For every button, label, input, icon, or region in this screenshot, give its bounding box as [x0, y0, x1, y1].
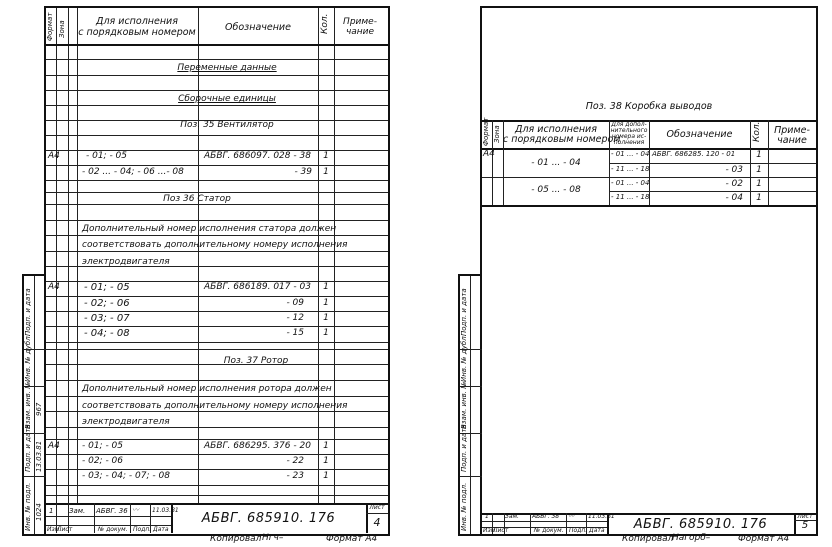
pos37-row1-format: А4 [48, 441, 60, 451]
left-stamp-podp-lbl: Подп. [133, 526, 152, 533]
table-row-line [46, 135, 388, 136]
pos36-row4-qty: 1 [323, 328, 329, 338]
header-variant-2: с порядковым номером [78, 27, 196, 38]
left-side-strip [22, 274, 46, 536]
right-stamp-doc: АБВГ. 38 [532, 513, 560, 520]
right-header-zone: Зона [493, 125, 501, 143]
right-header-variant-1: Для исполнения [515, 124, 597, 135]
pos36-row1-qty: 1 [323, 282, 329, 292]
right-header-extra-3: номера ис- [611, 133, 647, 140]
table-row-line [46, 251, 388, 252]
right-stamp-doc-lbl: № докум. [534, 527, 564, 534]
header-qty: Кол. [320, 13, 330, 34]
pos35-row2-designation: - 39 [294, 167, 312, 177]
pos36-title: Поз 36 Статор [163, 194, 231, 204]
right-header-extra-4: полнения [613, 139, 645, 146]
right-header-qty: Кол. [752, 121, 762, 142]
right-row1-extra: - 01 ... - 04 [611, 150, 650, 158]
right-row1-qty: 1 [756, 150, 762, 160]
table-row-line [46, 411, 388, 412]
left-sheet [44, 6, 390, 536]
right-group1-format: А4 [483, 149, 495, 159]
pos36-row3-qty: 1 [323, 313, 329, 323]
left-doc-code: АБВГ. 685910. 176 [201, 511, 336, 526]
right-group1-variant: - 01 ... - 04 [531, 158, 581, 168]
left-stamp-izm: 1 [49, 507, 54, 515]
right-sheet [480, 6, 818, 536]
pos36-row2-variant: - 02; - 06 [84, 298, 130, 309]
left-sheet-lbl: Лист [369, 504, 385, 511]
pos36-row3-designation: - 12 [286, 313, 304, 323]
header-zone: Зона [58, 20, 66, 38]
right-row4-designation: - 04 [725, 193, 743, 203]
table-row-line [46, 342, 388, 343]
table-row-line [46, 192, 388, 193]
right-footer-copied: Копировал [622, 534, 674, 544]
pos37-note-2: соответствовать дополнительному номеру исполнения [82, 401, 348, 411]
pos35-row2-variant: - 02 ... - 04; - 06 ...- 08 [82, 167, 184, 177]
header-format: Формат [46, 12, 54, 41]
pos37-note-3: электродвигателя [82, 417, 170, 427]
table-row-line [46, 311, 388, 312]
right-row3-designation: - 02 [725, 179, 743, 189]
left-footer-sign: Нгч– [262, 533, 284, 543]
left-footer-format: Формат А4 [326, 534, 378, 544]
pos35-row1-variant: - 01; - 05 [86, 151, 128, 161]
pos36-row2-qty: 1 [323, 298, 329, 308]
table-row-line [46, 485, 388, 486]
right-stamp-izm-lbl: Изм. [483, 527, 498, 534]
right-footer-sign: Нагорб– [672, 533, 711, 543]
table-row-line [46, 204, 388, 205]
section-assembly-units: Сборочные единицы [178, 94, 276, 104]
pos36-row4-variant: - 04; - 08 [84, 328, 130, 339]
pos37-row1-qty: 1 [323, 441, 329, 451]
pos36-row1-format: А4 [48, 282, 60, 292]
section-variable-data: Переменные данные [177, 63, 277, 73]
header-note-1: Приме- [343, 17, 377, 27]
table-row-line [46, 220, 388, 221]
right-stamp-zam: Зам. [505, 513, 519, 520]
right-row2-extra: - 11 ... - 18 [611, 165, 650, 173]
table-row-line [46, 454, 388, 455]
table-row-line [46, 380, 388, 381]
right-sheet-lbl: Лист [797, 513, 813, 520]
right-stamp-podp-lbl: Подп. [569, 527, 588, 534]
right-side-strip [458, 274, 482, 536]
right-header-extra-2: нительного [610, 127, 648, 134]
right-stamp-sign: 〰 [568, 513, 575, 520]
pos36-note-2: соответствовать дополнительному номеру исполнения [82, 240, 348, 250]
right-stamp-izm: 1 [485, 513, 489, 520]
right-header-designation: Обозначение [666, 129, 733, 140]
left-stamp-sign: 〰 [132, 506, 139, 514]
left-side-podp: Подп. и дата [24, 424, 32, 472]
pos35-row1-qty: 1 [323, 151, 329, 161]
pos36-row1-variant: - 01; - 05 [84, 282, 130, 293]
pos35-row1-format: А4 [48, 151, 60, 161]
left-stamp-doc-lbl: № докум. [98, 526, 128, 533]
table-row-line [46, 165, 388, 166]
table-row-line [46, 427, 388, 428]
header-designation: Обозначение [225, 22, 291, 33]
header-note-2: чание [345, 27, 375, 37]
table-row-line [46, 90, 388, 91]
table-row-line [46, 326, 388, 327]
right-stamp-date: 11.03.81 [588, 513, 615, 520]
left-stamp-list-lbl: Лист [57, 526, 73, 533]
left-side-inv-dubl: Инв. № дубл. [24, 334, 32, 382]
left-stamp-date: 11.03.81 [152, 507, 179, 514]
table-row-line [46, 180, 388, 181]
pos36-row3-variant: - 03; - 07 [84, 313, 130, 324]
pos37-note-1: Дополнительный номер исполнения ротора должен [82, 384, 332, 394]
pos37-title: Поз. 37 Ротор [223, 356, 289, 366]
left-side-inv-podl: Инв. № подл. [24, 482, 32, 531]
right-header-note-2: чание [777, 135, 807, 146]
pos36-row2-designation: - 09 [286, 298, 304, 308]
right-stamp-data-lbl: Дата [589, 527, 605, 534]
table-row-line [46, 469, 388, 470]
left-stamp-data-lbl: Дата [153, 526, 169, 533]
left-sheet-num: 4 [373, 516, 381, 529]
right-side-podp: Подп. и дата [460, 424, 468, 472]
pos37-row2-variant: - 02; - 06 [82, 456, 124, 466]
pos37-row1-designation: АБВГ. 686295. 376 - 20 [204, 441, 311, 451]
right-row2-designation: - 03 [725, 165, 743, 175]
left-side-inv-val: 1024 [35, 503, 43, 521]
right-side-inv-podl: Инв. № подл. [460, 482, 468, 531]
right-side-podp-top: Подп. и дата [460, 288, 468, 336]
pos36-note-3: электродвигателя [82, 257, 170, 267]
right-row3-qty: 1 [756, 179, 762, 189]
pos36-note-1: Дополнительный номер исполнения статора должен [82, 224, 337, 234]
right-footer-format: Формат А4 [738, 534, 790, 544]
right-row3-extra: - 01 ... - 04 [611, 179, 650, 187]
right-row4-extra: - 11 ... - 18 [611, 193, 650, 201]
left-stamp-doc: АБВГ. 36 [96, 507, 128, 515]
pos37-row2-designation: - 22 [286, 456, 304, 466]
left-stamp-izm-lbl: Изм. [47, 526, 62, 533]
left-footer-copied: Копировал [210, 534, 262, 544]
right-row2-qty: 1 [756, 165, 762, 175]
table-row-line [46, 105, 388, 106]
table-row-line [46, 296, 388, 297]
pos37-row1-variant: - 01; - 05 [82, 441, 124, 451]
right-side-inv-dubl: Инв. № дубл. [460, 334, 468, 382]
pos35-row2-qty: 1 [323, 167, 329, 177]
right-header-format: Формат [482, 117, 490, 146]
table-row-line [46, 439, 388, 440]
right-header-extra-1: Для допол- [611, 121, 647, 128]
pos36-row1-designation: АБВГ. 686189. 017 - 03 [204, 282, 311, 292]
right-row4-qty: 1 [756, 193, 762, 203]
table-row-line [46, 349, 388, 350]
right-title: Поз. 38 Коробка выводов [585, 101, 713, 112]
table-row-line [46, 495, 388, 496]
left-side-podp-top: Подп. и дата [24, 288, 32, 336]
table-row-line [46, 75, 388, 76]
right-doc-code: АБВГ. 685910. 176 [633, 517, 768, 532]
right-group2-variant: - 05 ... - 08 [531, 185, 581, 195]
pos35-row1-designation: АБВГ. 686097. 028 - 38 [204, 151, 311, 161]
table-row-line [46, 396, 388, 397]
table-row-line [46, 59, 388, 60]
left-side-podp-val: 13.03.81 [35, 440, 43, 472]
right-stamp-list-lbl: Лист [493, 527, 509, 534]
table-row-line [46, 235, 388, 236]
pos35-title: Поз. 35 Вентилятор [180, 120, 274, 130]
header-variant-1: Для исполнения [96, 16, 178, 27]
pos37-row3-qty: 1 [323, 471, 329, 481]
pos37-row2-qty: 1 [323, 456, 329, 466]
pos36-row4-designation: - 15 [286, 328, 304, 338]
left-side-vzam-val: 967 [35, 402, 43, 416]
left-stamp-zam: Зам. [69, 507, 86, 515]
left-side-vzam: Взам. инв. № [24, 381, 32, 429]
right-header-variant-2: с порядковым номером [503, 134, 621, 145]
right-row1-designation: АБВГ. 686285. 120 - 01 [652, 150, 736, 158]
right-sheet-num: 5 [801, 520, 809, 531]
right-header-note-1: Приме- [774, 125, 810, 136]
pos37-row3-variant: - 03; - 04; - 07; - 08 [82, 471, 170, 481]
right-side-vzam: Взам. инв. № [460, 381, 468, 429]
pos37-row3-designation: - 23 [286, 471, 304, 481]
